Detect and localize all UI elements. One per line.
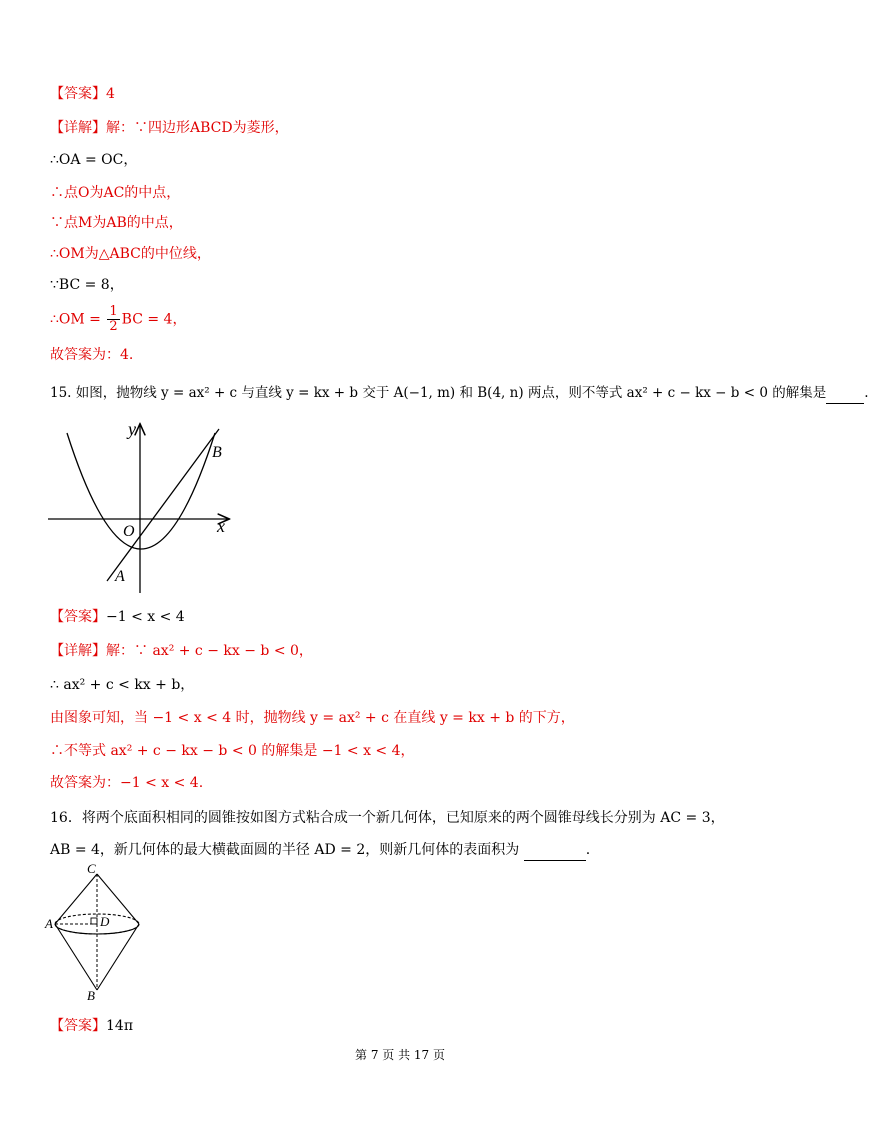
detail-tag: 【详解】 [50,643,106,659]
answer-tag: 【答案】 [50,86,106,102]
q14-detail-2: ∴OA = OC， [50,152,138,168]
q14-detail-7 [50,305,186,334]
q14-detail-4: ∵点M为AB的中点， [50,215,183,231]
point-a-label: A [115,568,125,585]
point-c-label: C [87,861,96,876]
q15-conclusion: 故答案为：−1 < x < 4. [50,775,204,791]
point-b-label: B [87,988,95,1003]
q15-detail-1 [50,641,313,661]
slant-ac [55,874,97,924]
q16-stem-2 [50,840,590,861]
answer-value: 14π [106,1018,134,1034]
q16-answer [50,1016,133,1036]
q15-detail-3: 由图象可知，当 −1 < x < 4 时，抛物线 y = ax² + c 在直线 y = kx + b 的下方， [50,710,575,726]
detail-text: 解：∵ ax² + c − kx − b < 0， [106,643,313,659]
q15-stem [50,383,869,404]
om-denominator: 2 [109,319,118,334]
answer-blank [826,383,864,404]
answer-tag: 【答案】 [50,609,106,625]
q14-detail-5: ∴OM为△ABC的中位线， [50,246,211,262]
detail-tag: 【详解】 [50,120,106,136]
parabola-line-figure [45,415,245,595]
q15-detail-2: ∴ ax² + c < kx + b， [50,677,195,693]
point-d-label: D [100,914,110,929]
q15-stem-text: 15. 如图，抛物线 y = ax² + c 与直线 y = kx + b 交于 A(−1, m) 和 B(4, n) 两点，则不等式 ax² + c − kx − b < 0 的解集是 [50,385,827,401]
q15-detail-4: ∴不等式 ax² + c − kx − b < 0 的解集是 −1 < x < 4， [50,743,415,759]
detail-text: 解：∵四边形ABCD为菱形， [106,120,289,136]
y-label: y [128,419,136,439]
om-suffix: BC = 4， [121,311,187,328]
q16-stem-text: AB = 4，新几何体的最大横截面圆的半径 AD = 2，则新几何体的表面积为 [50,842,520,858]
answer-tag: 【答案】 [50,1018,106,1034]
q15-stem-end: . [864,385,869,401]
point-a-label: A [45,916,53,931]
q14-detail-1 [50,118,289,138]
q14-conclusion: 故答案为：4. [50,347,134,363]
answer-blank [524,840,586,861]
answer-value: 4 [106,86,115,102]
q14-answer [50,84,115,104]
point-b-label: B [212,444,222,461]
parabola-curve [67,433,215,549]
q16-stem-end: . [585,842,591,858]
om-prefix: ∴OM = [50,311,106,328]
page-footer: 第 7 页 共 17 页 [355,1048,445,1062]
straight-line [107,429,219,581]
answer-value: −1 < x < 4 [106,609,185,625]
origin-label: O [123,523,135,540]
right-angle-mark [91,918,97,924]
q16-stem-1: 16．将两个底面积相同的圆锥按如图方式粘合成一个新几何体，已知原来的两个圆锥母线长分别为 AC = 3， [50,810,725,826]
om-fraction [107,305,119,334]
double-cone-figure [45,862,165,1002]
x-label: x [217,516,225,536]
om-numerator: 1 [109,304,118,319]
q15-answer [50,607,185,627]
q14-detail-6: ∵BC = 8， [50,277,124,293]
q14-detail-3: ∴点O为AC的中点， [50,185,181,201]
